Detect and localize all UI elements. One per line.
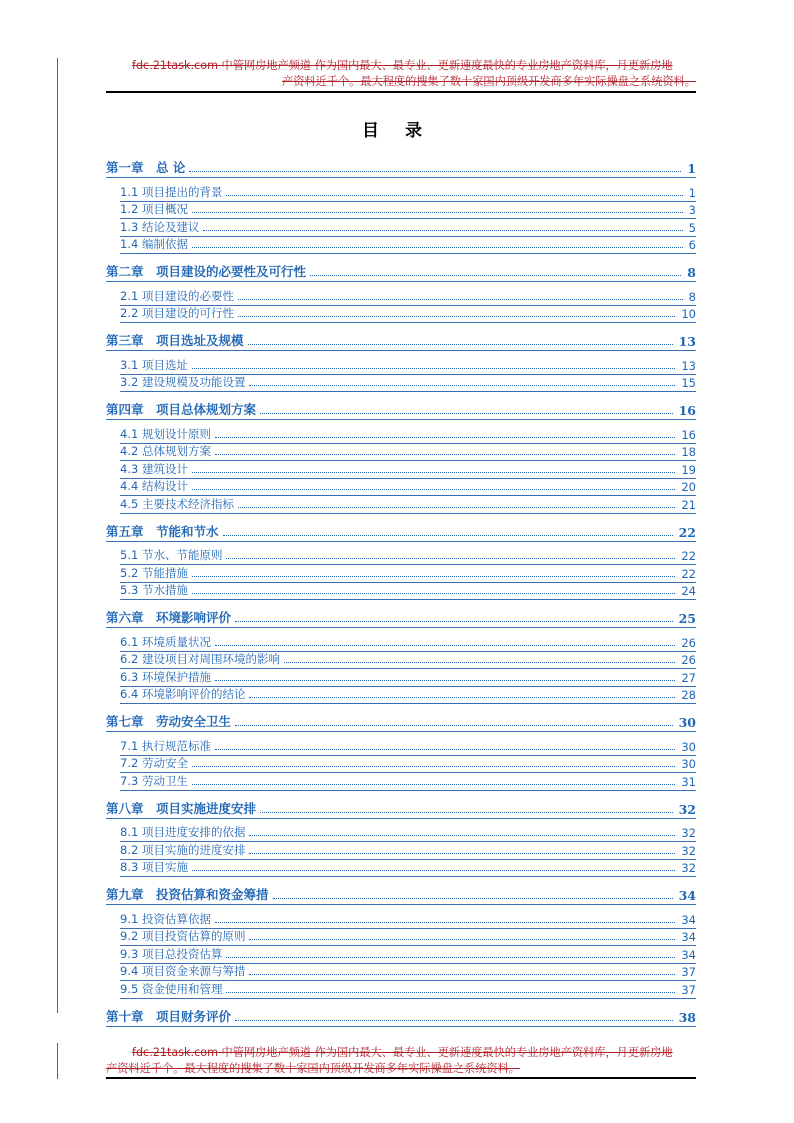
toc-section-label: 6.1 环境质量状况 [120,634,211,649]
toc-dot-leader [226,195,682,196]
toc-section-label: 7.1 执行规范标准 [120,738,211,753]
toc-section-label: 4.3 建筑设计 [120,461,188,476]
toc-chapter-entry[interactable] [106,1007,696,1027]
toc-section-label: 8.1 项目进度安排的依据 [120,825,246,839]
toc-chapter-label: 第八章 项目实施进度安排 [106,800,257,816]
toc-section-label: 1.1 项目提出的背景 [120,184,223,199]
toc-section-entry[interactable] [120,237,696,255]
toc-dot-leader [235,1020,673,1021]
toc-chapter-entry[interactable] [106,522,696,542]
footer-line-2: 产资料近千个。最大程度的搜集了数十家国内顶级开发商多年实际操盘之系统资料。 [106,1062,520,1075]
toc-page-number: 3 [688,203,696,217]
page-footer [106,1045,696,1077]
toc-page-number: 10 [681,307,696,321]
toc-page-number: 37 [681,965,696,979]
toc-page-number: 31 [681,774,696,789]
toc-section-label: 5.2 节能措施 [120,565,188,580]
toc-section-entry[interactable] [120,687,696,705]
toc-section-entry[interactable] [120,444,696,462]
toc-chapter-entry[interactable] [106,799,696,819]
toc-page-number: 34 [678,888,696,903]
toc-section-entry[interactable] [120,375,696,393]
toc-page-number: 22 [681,566,696,581]
toc-dot-leader [192,368,675,369]
toc-section-label: 2.2 项目建设的可行性 [120,306,234,320]
toc-page-number: 24 [681,584,696,598]
toc-chapter-label: 第十章 项目财务评价 [106,1008,232,1024]
table-of-contents [106,158,696,1033]
toc-page-number: 30 [681,739,696,754]
toc-page-number: 21 [681,497,696,512]
toc-section-entry[interactable] [120,842,696,860]
toc-section-label: 3.1 项目选址 [120,357,188,372]
toc-page-number: 27 [681,670,696,685]
toc-section-entry[interactable] [120,479,696,497]
toc-section-entry[interactable] [120,669,696,687]
toc-page-number: 13 [681,358,696,373]
toc-section-entry[interactable] [120,357,696,375]
toc-dot-leader [249,853,675,854]
toc-dot-leader [273,898,673,899]
toc-section-label: 6.4 环境影响评价的结论 [120,687,246,701]
toc-page-number: 1 [688,185,696,200]
toc-section-entry[interactable] [120,583,696,601]
toc-chapter-label: 第六章 环境影响评价 [106,610,232,625]
toc-page-number: 16 [681,427,696,442]
toc-section-entry[interactable] [120,911,696,929]
toc-page-number: 16 [678,403,696,418]
toc-page-number: 22 [678,524,696,540]
toc-dot-leader [249,697,675,698]
toc-section-entry[interactable] [120,946,696,964]
toc-chapter-label: 第五章 节能和节水 [106,523,219,539]
toc-page-number: 19 [681,462,696,477]
toc-dot-leader [249,835,675,836]
toc-section-entry[interactable] [120,184,696,202]
toc-section-entry[interactable] [120,496,696,514]
toc-page-number: 1 [687,161,696,176]
toc-dot-leader [249,939,675,940]
toc-dot-leader [192,784,675,785]
toc-section-label: 8.2 项目实施的进度安排 [120,842,246,857]
toc-page-number: 6 [688,238,696,252]
toc-section-label: 6.2 建设项目对周围环境的影响 [120,652,280,666]
toc-chapter-entry[interactable] [106,712,696,732]
toc-page-number: 13 [678,334,696,349]
toc-page-number: 34 [681,947,696,962]
toc-page-number: 30 [678,715,696,730]
toc-section-entry[interactable] [120,981,696,999]
toc-chapter-entry[interactable] [106,158,696,178]
toc-dot-leader [260,812,673,813]
toc-dot-leader [203,230,682,231]
left-margin-line-footer [57,1043,58,1079]
toc-dot-leader [215,749,675,750]
toc-page-number: 32 [681,843,696,858]
toc-page-number: 34 [681,912,696,927]
left-margin-line [57,58,58,1013]
toc-section-entry[interactable] [120,219,696,237]
toc-section-entry[interactable] [120,825,696,843]
toc-chapter-label: 第四章 项目总体规划方案 [106,402,257,417]
toc-dot-leader [192,766,675,767]
toc-section-label: 4.2 总体规划方案 [120,444,211,458]
toc-dot-leader [235,621,673,622]
toc-page-number: 32 [681,826,696,840]
toc-dot-leader [192,593,675,594]
toc-page-number: 26 [681,653,696,667]
toc-section-label: 4.5 主要技术经济指标 [120,496,234,511]
toc-section-label: 9.4 项目资金来源与筹措 [120,964,246,978]
toc-dot-leader [223,535,673,536]
toc-section-label: 9.1 投资估算依据 [120,911,211,926]
toc-dot-leader [238,507,675,508]
toc-section-entry[interactable] [120,738,696,756]
page-header [106,58,696,90]
toc-section-label: 4.4 结构设计 [120,479,188,493]
toc-section-label: 5.1 节水、节能原则 [120,548,223,562]
toc-dot-leader [249,974,675,975]
toc-page-number: 28 [681,688,696,702]
toc-dot-leader [284,662,675,663]
toc-page-number: 5 [688,220,696,235]
toc-section-label: 3.2 建设规模及功能设置 [120,375,246,389]
toc-section-entry[interactable] [120,426,696,444]
toc-dot-leader [248,344,673,345]
toc-section-entry[interactable] [120,288,696,306]
toc-dot-leader [192,489,675,490]
toc-page-number: 22 [681,549,696,563]
toc-section-entry[interactable] [120,929,696,947]
footer-rule [106,1077,696,1079]
toc-page-number: 38 [678,1009,696,1025]
toc-section-label: 5.3 节水措施 [120,583,188,597]
toc-section-entry[interactable] [120,652,696,670]
toc-dot-leader [189,171,681,172]
toc-dot-leader [226,558,675,559]
toc-section-entry[interactable] [120,306,696,324]
toc-chapter-label: 第二章 项目建设的必要性及可行性 [106,264,307,279]
toc-page-number: 25 [678,611,696,626]
toc-dot-leader [192,576,675,577]
toc-chapter-entry[interactable] [106,331,696,351]
toc-dot-leader [215,680,675,681]
toc-dot-leader [249,385,675,386]
toc-page-number: 8 [688,289,696,304]
toc-section-entry[interactable] [120,964,696,982]
toc-dot-leader [226,992,675,993]
toc-section-entry[interactable] [120,634,696,652]
toc-chapter-label: 第一章 总 论 [106,160,186,175]
toc-chapter-entry[interactable] [106,400,696,420]
toc-section-label: 9.2 项目投资估算的原则 [120,929,246,943]
toc-chapter-label: 第七章 劳动安全卫生 [106,714,232,729]
toc-page-number: 26 [681,635,696,650]
toc-page-number: 32 [678,801,696,817]
toc-section-entry[interactable] [120,860,696,878]
toc-dot-leader [215,437,675,438]
toc-section-entry[interactable] [120,202,696,220]
toc-section-entry[interactable] [120,548,696,566]
toc-section-label: 1.2 项目概况 [120,202,188,216]
toc-chapter-entry[interactable] [106,262,696,282]
toc-dot-leader [238,316,675,317]
toc-dot-leader [192,870,675,871]
toc-chapter-label: 第九章 投资估算和资金筹措 [106,887,269,902]
page-title: 目 录 [362,121,432,141]
toc-page-number: 18 [681,445,696,459]
toc-chapter-entry[interactable] [106,885,696,905]
toc-page-number: 34 [681,930,696,944]
toc-section-label: 6.3 环境保护措施 [120,669,211,684]
toc-dot-leader [235,725,673,726]
toc-section-label: 2.1 项目建设的必要性 [120,288,234,303]
toc-dot-leader [192,472,675,473]
header-rule [106,91,696,93]
toc-section-entry[interactable] [120,461,696,479]
toc-dot-leader [215,454,675,455]
footer-line-1: fdc.21task.com 中管网房地产频道 作为国内最大、最专业、更新速度最快的专业房地产资料库，月更新房地 [132,1046,673,1059]
header-line-2: 产资料近千个。最大程度的搜集了数十家国内顶级开发商多年实际操盘之系统资料。 [282,75,696,88]
toc-page-number: 30 [681,757,696,771]
toc-page-number: 8 [687,265,696,280]
toc-page-number: 20 [681,480,696,494]
toc-section-entry[interactable] [120,773,696,791]
toc-chapter-label: 第三章 项目选址及规模 [106,333,244,348]
toc-dot-leader [192,247,683,248]
header-line-1: fdc.21task.com 中管网房地产频道 作为国内最大、最专业、更新速度最快的专业房地产资料库，月更新房地 [132,59,673,72]
toc-page-number: 37 [681,982,696,997]
toc-dot-leader [260,413,673,414]
toc-section-entry[interactable] [120,756,696,774]
toc-section-label: 7.2 劳动安全 [120,756,188,770]
toc-section-entry[interactable] [120,565,696,583]
toc-section-label: 1.4 编制依据 [120,237,188,251]
toc-dot-leader [192,212,683,213]
toc-dot-leader [226,957,675,958]
toc-section-label: 9.5 资金使用和管理 [120,981,223,996]
toc-dot-leader [310,275,681,276]
toc-page-number: 32 [681,861,696,875]
toc-section-label: 7.3 劳动卫生 [120,773,188,788]
toc-dot-leader [215,922,675,923]
toc-chapter-entry[interactable] [106,608,696,628]
toc-section-label: 8.3 项目实施 [120,860,188,874]
toc-section-label: 4.1 规划设计原则 [120,426,211,441]
toc-dot-leader [238,299,683,300]
toc-section-label: 1.3 结论及建议 [120,219,200,234]
toc-dot-leader [215,645,675,646]
toc-section-label: 9.3 项目总投资估算 [120,946,223,961]
toc-page-number: 15 [681,376,696,390]
